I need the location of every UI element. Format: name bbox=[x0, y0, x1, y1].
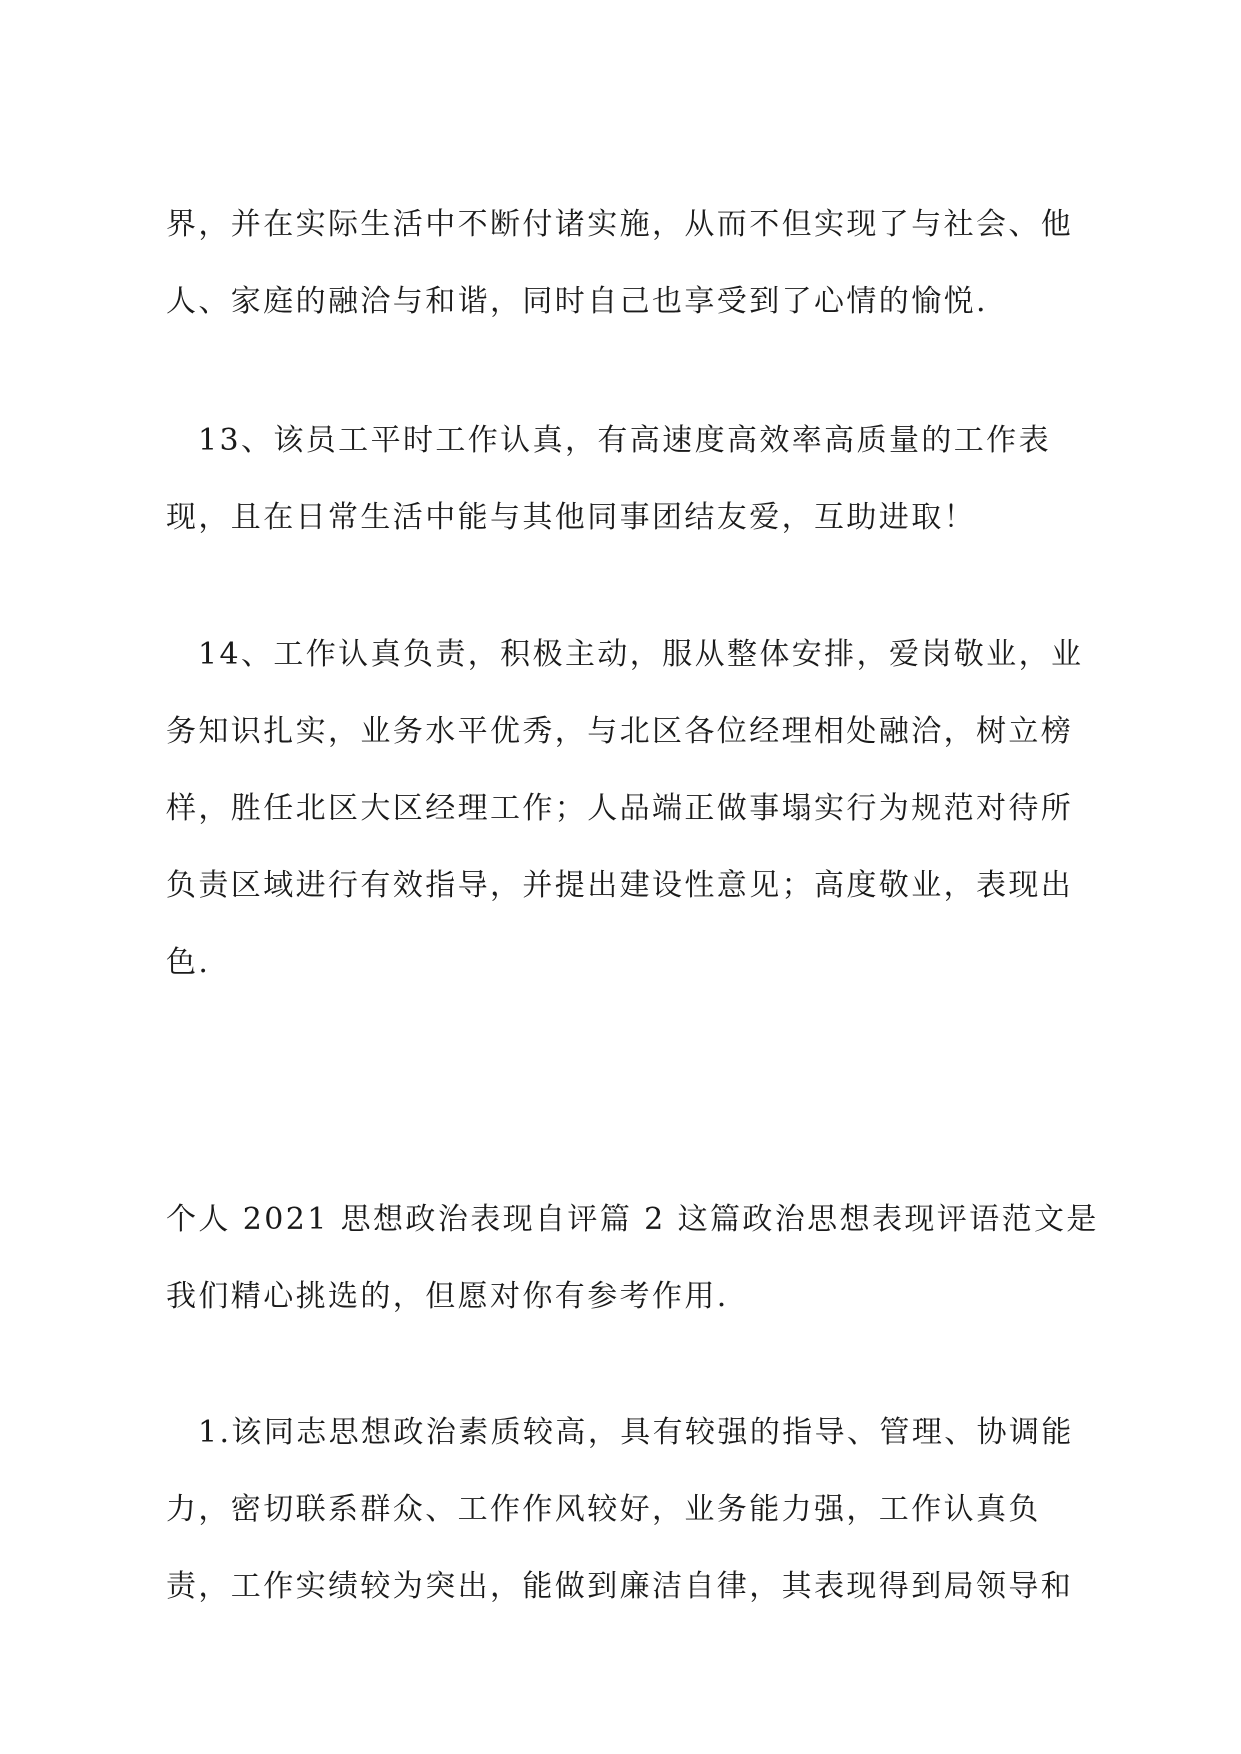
item-13-line-1: 13、该员工平时工作认真，有高速度高效率高质量的工作表 bbox=[198, 423, 1051, 458]
section-heading-line-2: 我们精心挑选的，但愿对你有参考作用. bbox=[166, 1279, 729, 1314]
item-14-line-5: 色. bbox=[166, 945, 211, 980]
item-14-line-1: 14、工作认真负责，积极主动，服从整体安排，爱岗敬业，业 bbox=[198, 637, 1084, 672]
item-14-line-2: 务知识扎实，业务水平优秀，与北区各位经理相处融洽，树立榜 bbox=[166, 714, 1074, 749]
item-13-line-2: 现，且在日常生活中能与其他同事团结友爱，互助进取！ bbox=[166, 500, 976, 535]
paragraph-continued-line-1: 界，并在实际生活中不断付诸实施，从而不但实现了与社会、他 bbox=[166, 207, 1074, 242]
item-1-line-2: 力，密切联系群众、工作作风较好，业务能力强，工作认真负 bbox=[166, 1492, 1041, 1527]
paragraph-continued-line-2: 人、家庭的融洽与和谐，同时自己也享受到了心情的愉悦. bbox=[166, 284, 988, 319]
section-heading-line-1: 个人 2021 思想政治表现自评篇 2 这篇政治思想表现评语范文是 bbox=[166, 1202, 1099, 1237]
item-1-line-1: 1.该同志思想政治素质较高，具有较强的指导、管理、协调能 bbox=[198, 1415, 1074, 1450]
item-14-line-3: 样，胜任北区大区经理工作；人品端正做事塌实行为规范对待所 bbox=[166, 791, 1074, 826]
item-14-line-4: 负责区域进行有效指导，并提出建设性意见；高度敬业，表现出 bbox=[166, 868, 1074, 903]
item-1-line-3: 责，工作实绩较为突出，能做到廉洁自律，其表现得到局领导和 bbox=[166, 1569, 1074, 1604]
